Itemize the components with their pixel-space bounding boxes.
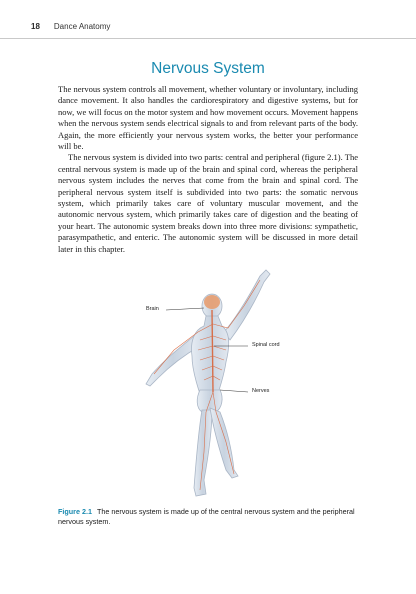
nervous-system-figure [108, 262, 318, 502]
brain-label: Brain [146, 306, 159, 312]
running-title: Dance Anatomy [53, 22, 111, 31]
figure-number: Figure 2.1 [58, 507, 92, 516]
paragraph: The nervous system is divided into two parts: central and peripheral (figure 2.1). The central nervous system is made up of the brain and spinal cord, whereas the peripheral nervous system includes the nerves that come from the brain and spinal cord. The peripheral nervous system itself is subdivided into two parts: the somatic nervous system, which primarily takes care of voluntary muscular movement, and the autonomic nervous system, which primarily takes care of digestion and the beating of your heart. The autonomic system breaks down into three more divisions: sympathetic, parasympathetic, and enteric. The autonomic system will be discussed in more detail later in this chapter. [58, 152, 358, 254]
spinal-cord-label: Spinal cord [252, 342, 280, 348]
page-header [31, 22, 110, 36]
body-text [58, 84, 358, 255]
section-title: Nervous System [151, 60, 265, 77]
nerves-label: Nerves [252, 388, 270, 394]
dancer-illustration [108, 262, 318, 502]
caption-text: The nervous system is made up of the central nervous system and the peripheral nervous system. [58, 507, 355, 526]
page-number: 18 [31, 22, 40, 31]
brain-highlight [204, 295, 220, 309]
figure-caption [58, 507, 358, 527]
header-rule [0, 38, 416, 39]
paragraph: The nervous system controls all movement, whether voluntary or involuntary, including dance movement. It also handles the cardiorespiratory and digestive systems, but for now, we will focus on the motor system and how movement occurs. Movement happens when the nervous system sends electrical signals to and from relevant parts of the body. Again, the more efficiently your nervous system works, the better your performance will be. [58, 84, 358, 152]
